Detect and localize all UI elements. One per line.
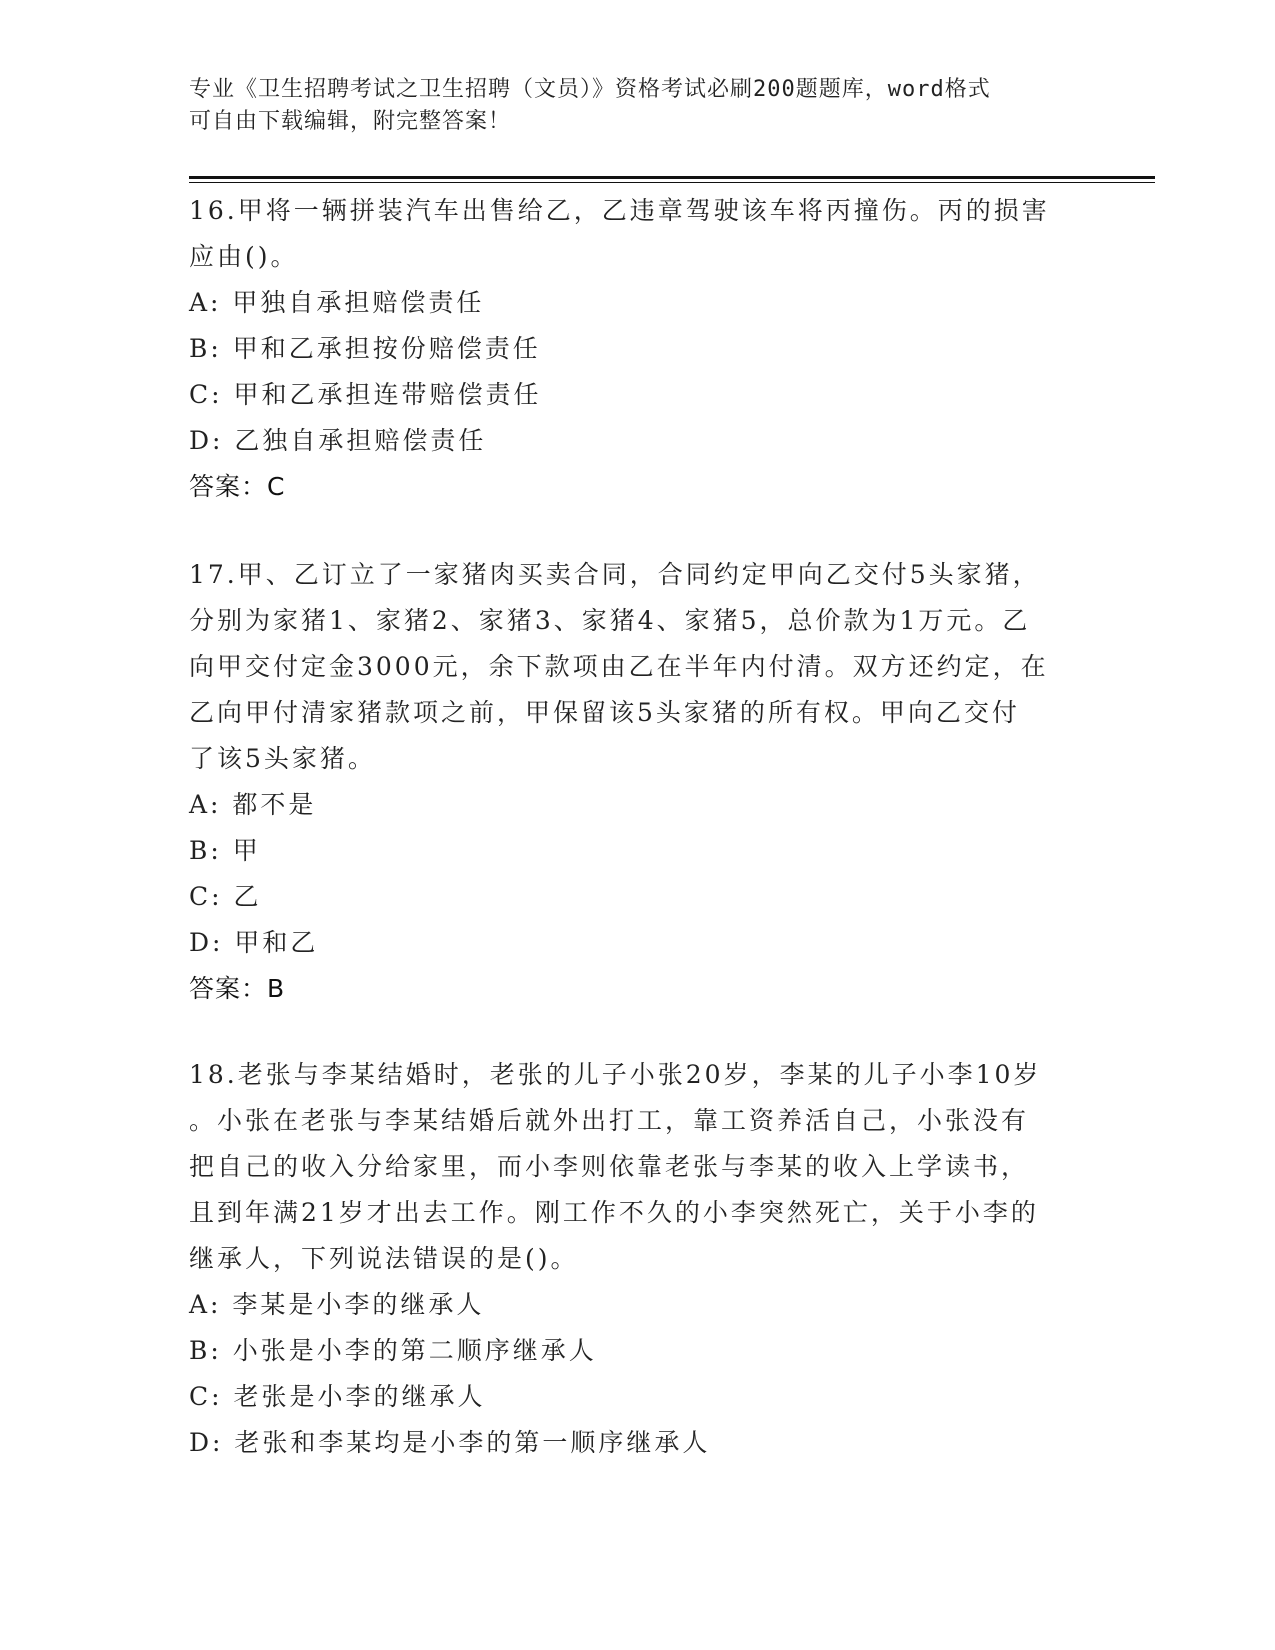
question-stem-line: 乙向甲付清家猪款项之前，甲保留该5头家猪的所有权。甲向乙交付 xyxy=(189,698,1020,727)
question-stem-line: 18.老张与李某结婚时，老张的儿子小张20岁，李某的儿子小李10岁 xyxy=(189,1060,1042,1089)
header-line-2: 可自由下载编辑，附完整答案！ xyxy=(189,109,512,134)
question-stem-line: 应由()。 xyxy=(189,242,299,271)
question-stem-line: 17.甲、乙订立了一家猪肉买卖合同，合同约定甲向乙交付5头家猪， xyxy=(189,560,1041,589)
answer-key: 答案：B xyxy=(189,974,286,1003)
question-stem-line: 16.甲将一辆拼装汽车出售给乙，乙违章驾驶该车将丙撞伤。丙的损害 xyxy=(189,196,1050,225)
option-a: A: 都不是 xyxy=(189,790,317,819)
header-line-1: 专业《卫生招聘考试之卫生招聘（文员）》资格考试必刷200题题库，word格式 xyxy=(189,77,991,102)
question-stem-line: 分别为家猪1、家猪2、家猪3、家猪4、家猪5，总价款为1万元。乙 xyxy=(189,606,1031,635)
option-c: C: 甲和乙承担连带赔偿责任 xyxy=(189,380,542,409)
answer-key: 答案：C xyxy=(189,472,286,501)
header-divider-thick xyxy=(189,176,1155,179)
question-stem-line: 。小张在老张与李某结婚后就外出打工，靠工资养活自己，小张没有 xyxy=(189,1106,1030,1135)
question-stem-line: 且到年满21岁才出去工作。刚工作不久的小李突然死亡，关于小李的 xyxy=(189,1198,1039,1227)
option-d: D: 老张和李某均是小李的第一顺序继承人 xyxy=(189,1428,711,1457)
question-stem-line: 向甲交付定金3000元，余下款项由乙在半年内付清。双方还约定，在 xyxy=(189,652,1049,681)
question-stem-line: 了该5头家猪。 xyxy=(189,744,376,773)
option-a: A: 李某是小李的继承人 xyxy=(189,1290,485,1319)
header-divider-thin xyxy=(189,182,1155,183)
question-stem-line: 把自己的收入分给家里，而小李则依靠老张与李某的收入上学读书， xyxy=(189,1152,1030,1181)
option-d: D: 乙独自承担赔偿责任 xyxy=(189,426,487,455)
question-18 xyxy=(189,1052,1089,1466)
document-header xyxy=(189,74,1089,138)
option-c: C: 老张是小李的继承人 xyxy=(189,1382,486,1411)
option-a: A: 甲独自承担赔偿责任 xyxy=(189,288,485,317)
question-stem-line: 继承人，下列说法错误的是()。 xyxy=(189,1244,579,1273)
option-b: B: 甲 xyxy=(189,836,261,865)
option-c: C: 乙 xyxy=(189,882,262,911)
option-d: D: 甲和乙 xyxy=(189,928,319,957)
option-b: B: 小张是小李的第二顺序继承人 xyxy=(189,1336,597,1365)
option-b: B: 甲和乙承担按份赔偿责任 xyxy=(189,334,541,363)
question-16 xyxy=(189,188,1089,510)
question-17 xyxy=(189,552,1089,1012)
